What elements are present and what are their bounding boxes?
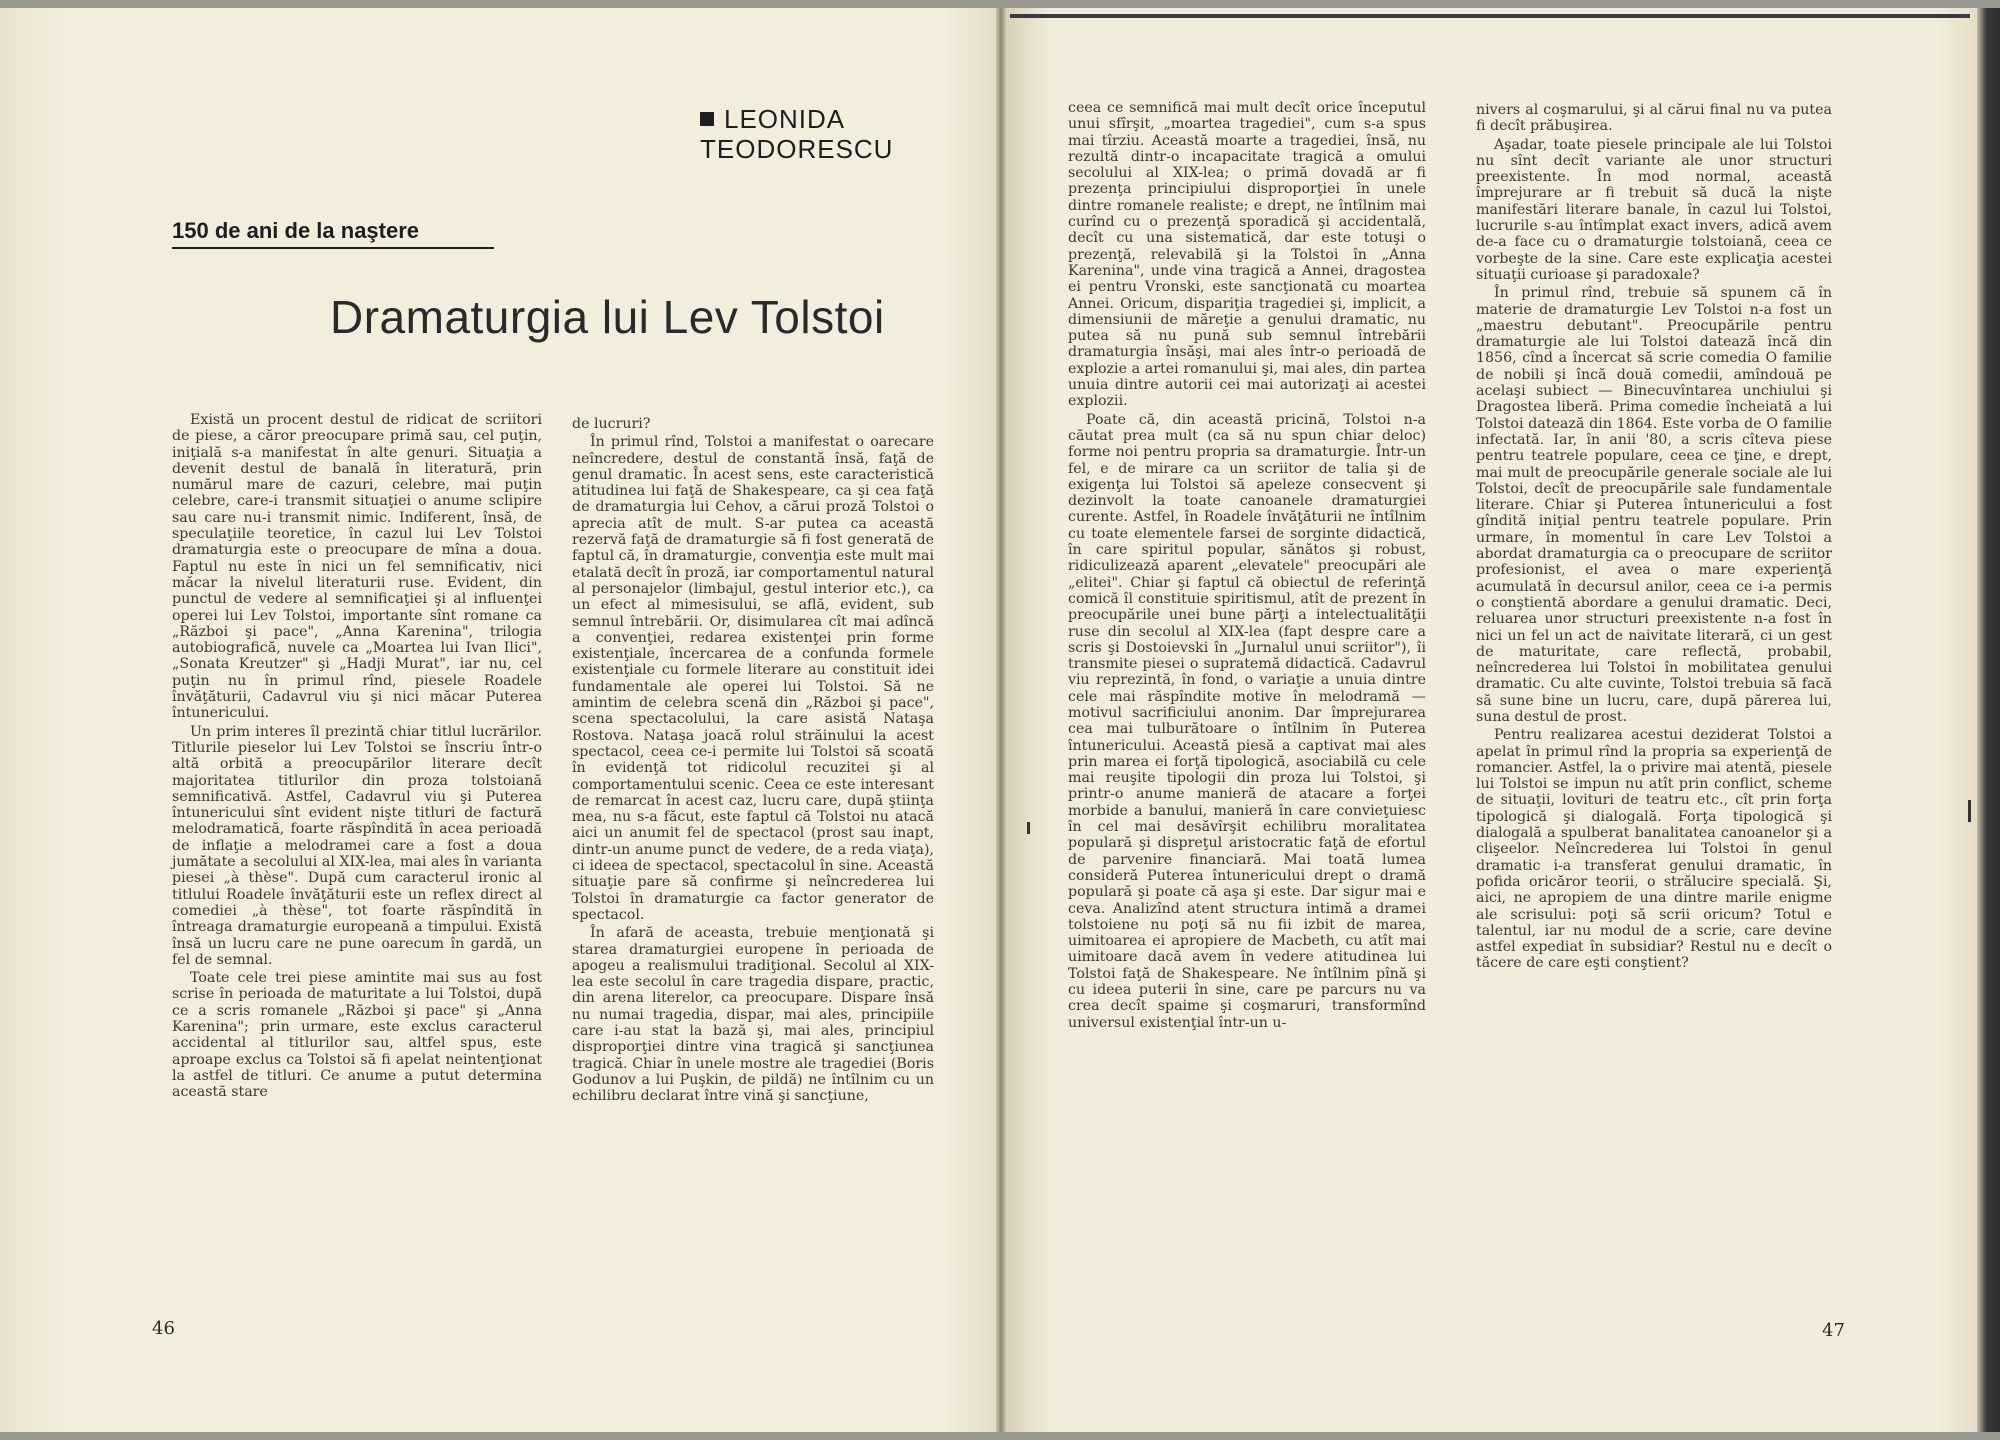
paragraph: Toate cele trei piese amintite mai sus au fost scrise în perioada de maturitate a lui Tolstoi, după ce a scris romanele „Război şi pace" şi „Anna Karenina"; prin urmare, este exclus caracterul accidental al titlurilor sau, altfel spus, este aproape exclus ca Tolstoi să fi apelat neintenţionat la astfel de titluri. Ce anume a putut determina această stare	[172, 970, 542, 1101]
paragraph: nivers al coşmarului, şi al cărui final nu va putea fi decît prăbuşirea.	[1476, 102, 1832, 135]
paragraph: În primul rînd, trebuie să spunem că în materie de dramaturgie Lev Tolstoi n-a fost un „maestru debutant". Preocupările pentru dramaturgie ale lui Tolstoi datează încă din 1856, cînd a încercat să scrie comedia O familie de nobili şi încă două comedii, amîndouă pe acelaşi subiect — Binecuvîntarea unchiului şi Dragostea liberă. Prima comedie încheiată a lui Tolstoi datează din 1864. Este vorba de O familie infectată. Iar, în anii '80, a scris cîteva piese pentru teatrele populare, ceea ce ţine, e drept, mai mult de preocupările generale sociale ale lui Tolstoi, decît de preocupările sale fundamentale literare. Chiar şi Puterea întunericului a fost gîndită iniţial pentru teatrele populare. Prin urmare, în momentul în care Lev Tolstoi a abordat dramaturgia ca o preocupare de scriitor profesionist, el avea o mare experienţă acumulată în decursul anilor, ceea ce i-a permis o conştientă abordare a genului dramatic. Deci, reluarea unor structuri preexistente n-a fost în nici un fel un act de naivitate literară, ci un gest de maturitate, care reflectă, probabil, neîncrederea lui Tolstoi în mobilitatea genului dramatic. Cu alte cuvinte, Tolstoi trebuia să facă să sune bine un lucru, care, după părerea lui, suna destul de prost.	[1476, 285, 1832, 725]
text-column-2	[572, 416, 934, 1284]
top-rule	[1010, 14, 1970, 18]
text-column-3	[1068, 100, 1426, 1316]
author-text: LEONIDA TEODORESCU	[700, 104, 894, 164]
paragraph: Un prim interes îl prezintă chiar titlul lucrărilor. Titlurile pieselor lui Lev Tolstoi se înscriu într-o altă orbită a preocupărilor literare decît majoritatea titlurilor din proza tolstoiană semnificativă. Astfel, Cadavrul viu şi Puterea întunericului sînt evident nişte titluri de factură melodramatică, foarte răspîndită în acea perioadă de inflaţie a melodramei care a fost a doua jumătate a secolului al XIX-lea, mai ales în varianta piesei „à thèse". După cum caracterul ironic al titlului Roadele învăţăturii este un reflex direct al comediei „à thèse", tot foarte răspîndită în întreaga dramaturgie europeană a timpului. Există însă un lucru care ne pune oarecum în gardă, un fel de semnal.	[172, 723, 542, 968]
book-edge	[1977, 8, 2000, 1432]
book-gutter	[996, 8, 1006, 1432]
article-title: Dramaturgia lui Lev Tolstoi	[330, 291, 885, 343]
section-kicker: 150 de ani de la naştere	[172, 218, 420, 243]
paragraph: Poate că, din această pricină, Tolstoi n-a căutat prea mult (ca să nu spun chiar deloc) forme noi pentru propria sa dramaturgie. Într-un fel, e de mirare ca un scriitor de talia şi de exigenţa lui Tolstoi să apeleze consecvent şi dezinvolt la toate canoanele dramaturgiei curente. Astfel, în Roadele învăţăturii ne întîlnim cu toate elementele farsei de sorginte didactică, în care spiritul popular, sănătos şi robust, ridiculizează aparent „elevatele" preocupări ale „elitei". Chiar şi faptul că obiectul de referinţă comică îl constituie spiritismul, atît de prezent în preocupările unei bune părţi a intelectualităţii ruse din secolul al XIX-lea (fapt despre care a scris şi Dostoievski în „Jurnalul unui scriitor"), îi transmite piesei o supratemă didactică. Cadavrul viu reprezintă, în fond, o variaţie a unuia dintre cele mai răspîndite motive în melodramă — motivul sacrificiului anonim. Dar împrejurarea cea mai tulburătoare o întîlnim în Puterea întunericului. Această piesă a captivat mai ales prin marea ei forţă tipologică, asociabilă cu cele mai reuşite tipologii din proza lui Tolstoi, şi printr-o anume manieră de atacare a forţei morbide a banului, manieră în care convieţuiesc în cel mai desăvîrşit echilibru moralitatea populară şi dispreţul aristocratic faţă de efortul de parvenire financiară. Mai toată lumea consideră Puterea întunericului drept o dramă populară şi poate că aşa şi este. Dar sigur mai e ceva. Analizînd atent structura intimă a dramei tolstoiene nu poţi să nu fii izbit de marea, uimitoarea ei apropiere de Macbeth, cu atît mai uimitoare dacă avem în vedere atitudinea lui Tolstoi faţă de Shakespeare. Ne întîlnim pînă şi cu ideea puterii în sine, care pe parcurs nu va crea decît spaime şi coşmaruri, transformînd universul existenţial într-un u-	[1068, 411, 1426, 1031]
paragraph: Aşadar, toate piesele principale ale lui Tolstoi nu sînt decît variante ale unor structuri preexistente. În mod normal, această împrejurare ar fi trebuit să ducă la nişte manifestări literare banale, în cazul lui Tolstoi, lucrurile s-au întîmplat exact invers, adică avem de-a face cu o dramaturgie tolstoiană, ceea ce vorbeşte de la sine. Care este explicaţia acestei situaţii curioase şi paradoxale?	[1476, 136, 1832, 283]
kicker-underline	[172, 247, 494, 249]
paragraph: În afară de aceasta, trebuie menţionată şi starea dramaturgiei europene în perioada de apogeu a realismului tradiţional. Secolul al XIX-lea este secolul în care tragedia dispare, practic, din arena literelor, ca preocupare. Dispare însă nu numai tragedia, dispar, mai ales, principiile care i-au stat la bază şi, mai ales, principiul disproporţiei dintre vina tragică şi sancţiunea tragică. Chiar în unele mostre ale tragediei (Boris Godunov a lui Puşkin, de pildă) ne întîlnim cu un echilibru declarat între vină şi sancţiune,	[572, 925, 934, 1105]
author-name	[700, 104, 960, 164]
page-number-right: 47	[1822, 1320, 1845, 1341]
paragraph: Există un procent destul de ridicat de scriitori de piese, a căror preocupare primă sau, cel puţin, iniţială s-a manifestat în alte genuri. Situaţia a devenit destul de banală în literatură, prin numărul mare de cazuri, celebre, mai puţin celebre, care-i transmit situaţiei o anume sclipire sau care nu-i transmit nimic. Indiferent, însă, de speculaţiile teoretice, în cazul lui Lev Tolstoi dramaturgia este o preocupare de mîna a doua. Faptul nu este în nici un fel semnificativ, nici măcar la nivelul literaturii ruse. Evident, din punctul de vedere al semnificaţiei şi al influenţei operei lui Lev Tolstoi, importante sînt romane ca „Război şi pace", „Anna Karenina", trilogia autobiografică, nuvele ca „Moartea lui Ivan Ilici", „Sonata Kreutzer" şi „Hadji Murat", iar nu, cel puţin nu în primul rînd, piesele Roadele învăţăturii, Cadavrul viu şi nici măcar Puterea întunericului.	[172, 412, 542, 722]
text-column-4	[1476, 102, 1832, 1298]
paragraph: Pentru realizarea acestui deziderat Tolstoi a apelat în primul rînd la propria sa experienţă de romancier. Astfel, la o privire mai atentă, piesele lui Tolstoi se impun nu atît prin conflict, scheme de situaţii, lovituri de teatru etc., cît prin forţa tipologică şi dialogală. Forţa tipologică şi dialogală a spulberat banalitatea canoanelor şi a clişeelor. Neîncrederea lui Tolstoi în genul dramatic i-a transferat genului dramatic, în pofida oricăror teorii, o strălucire specială. Şi, aici, ne apropiem de una dintre marile enigme ale scrisului: poţi să scrii oricum? Totul e talentul, iar nu modul de a scrie, care devine astfel expediat în subsidiar? Restul nu e decît o tăcere de care eşti conştient?	[1476, 727, 1832, 972]
paragraph: de lucruri?	[572, 416, 651, 432]
square-bullet-icon	[700, 112, 714, 126]
text-column-1	[172, 412, 542, 1302]
paragraph: ceea ce semnifică mai mult decît orice începutul unui sfîrşit, „moartea tragediei", cum s-a spus mai tîrziu. Această moarte a tragediei, însă, nu rezultă dintr-o incapacitate tragică a omului secolului al XIX-lea; o primă dovadă ar fi prezenţa principiului disproporţiei în unele dintre romanele realiste; e drept, ne întîlnim mai curînd cu o prezenţă sporadică şi accidentală, decît cu una sistematică, dar este totuşi o prezenţă, relevabilă şi la Tolstoi în „Anna Karenina", unde vina tragică a Annei, dragostea ei pentru Vronski, este sancţionată cu moartea Annei. Oricum, dispariţia tragediei şi, implicit, a dimensiunii de măreţie a genului dramatic, nu putea să nu pună sub semnul întrebării dramaturgia însăşi, mai ales într-o perioadă de explozie a artei romanului şi, mai ales, din partea unuia dintre autorii cei mai autorizaţi ai acestei explozii.	[1068, 100, 1426, 410]
margin-mark	[1968, 800, 1971, 822]
margin-mark	[1027, 822, 1030, 834]
page-number-left: 46	[152, 1318, 175, 1339]
paragraph: În primul rînd, Tolstoi a manifestat o oarecare neîncredere, destul de constantă însă, faţă de genul dramatic. În acest sens, este caracteristică atitudinea lui faţă de Shakespeare, ca şi cea faţă de dramaturgia lui Cehov, a cărui proză Tolstoi o aprecia atît de mult. S-ar putea ca această rezervă faţă de dramaturgie să fi fost generată de faptul că, în dramaturgie, convenţia este mult mai etalată decît în proză, iar comportamentul natural al personajelor (limbajul, gestul interior etc.), ca un efect al mimesisului, se află, evident, sub semnul întrebării. Or, disimularea cît mai adîncă a convenţiei, redarea existenţei prin forme existenţiale, încercarea de a confunda formele existenţiale cu formele literare au constituit idei fundamentale ale operei lui Tolstoi. Să ne amintim de celebra scenă din „Război şi pace", scena spectacolului, la care asistă Nataşa Rostova. Nataşa joacă rolul străinului la acest spectacol, ceea ce-i permite lui Tolstoi să scoată în evidenţă tot ridicolul recuzitei şi al comportamentului scenic. Ceea ce este interesant de remarcat în acest caz, lucru care, după ştiinţa mea, nu s-a făcut, este faptul că Tolstoi nu atacă aici un anumit fel de spectacol (prost sau inapt, dintr-un anume punct de vedere, de a reda viaţa), ci ideea de spectacol, spectacolul în sine. Această situaţie pare să confirme şi neîncrederea lui Tolstoi în dramaturgie ca factor generator de spectacol.	[572, 434, 934, 923]
